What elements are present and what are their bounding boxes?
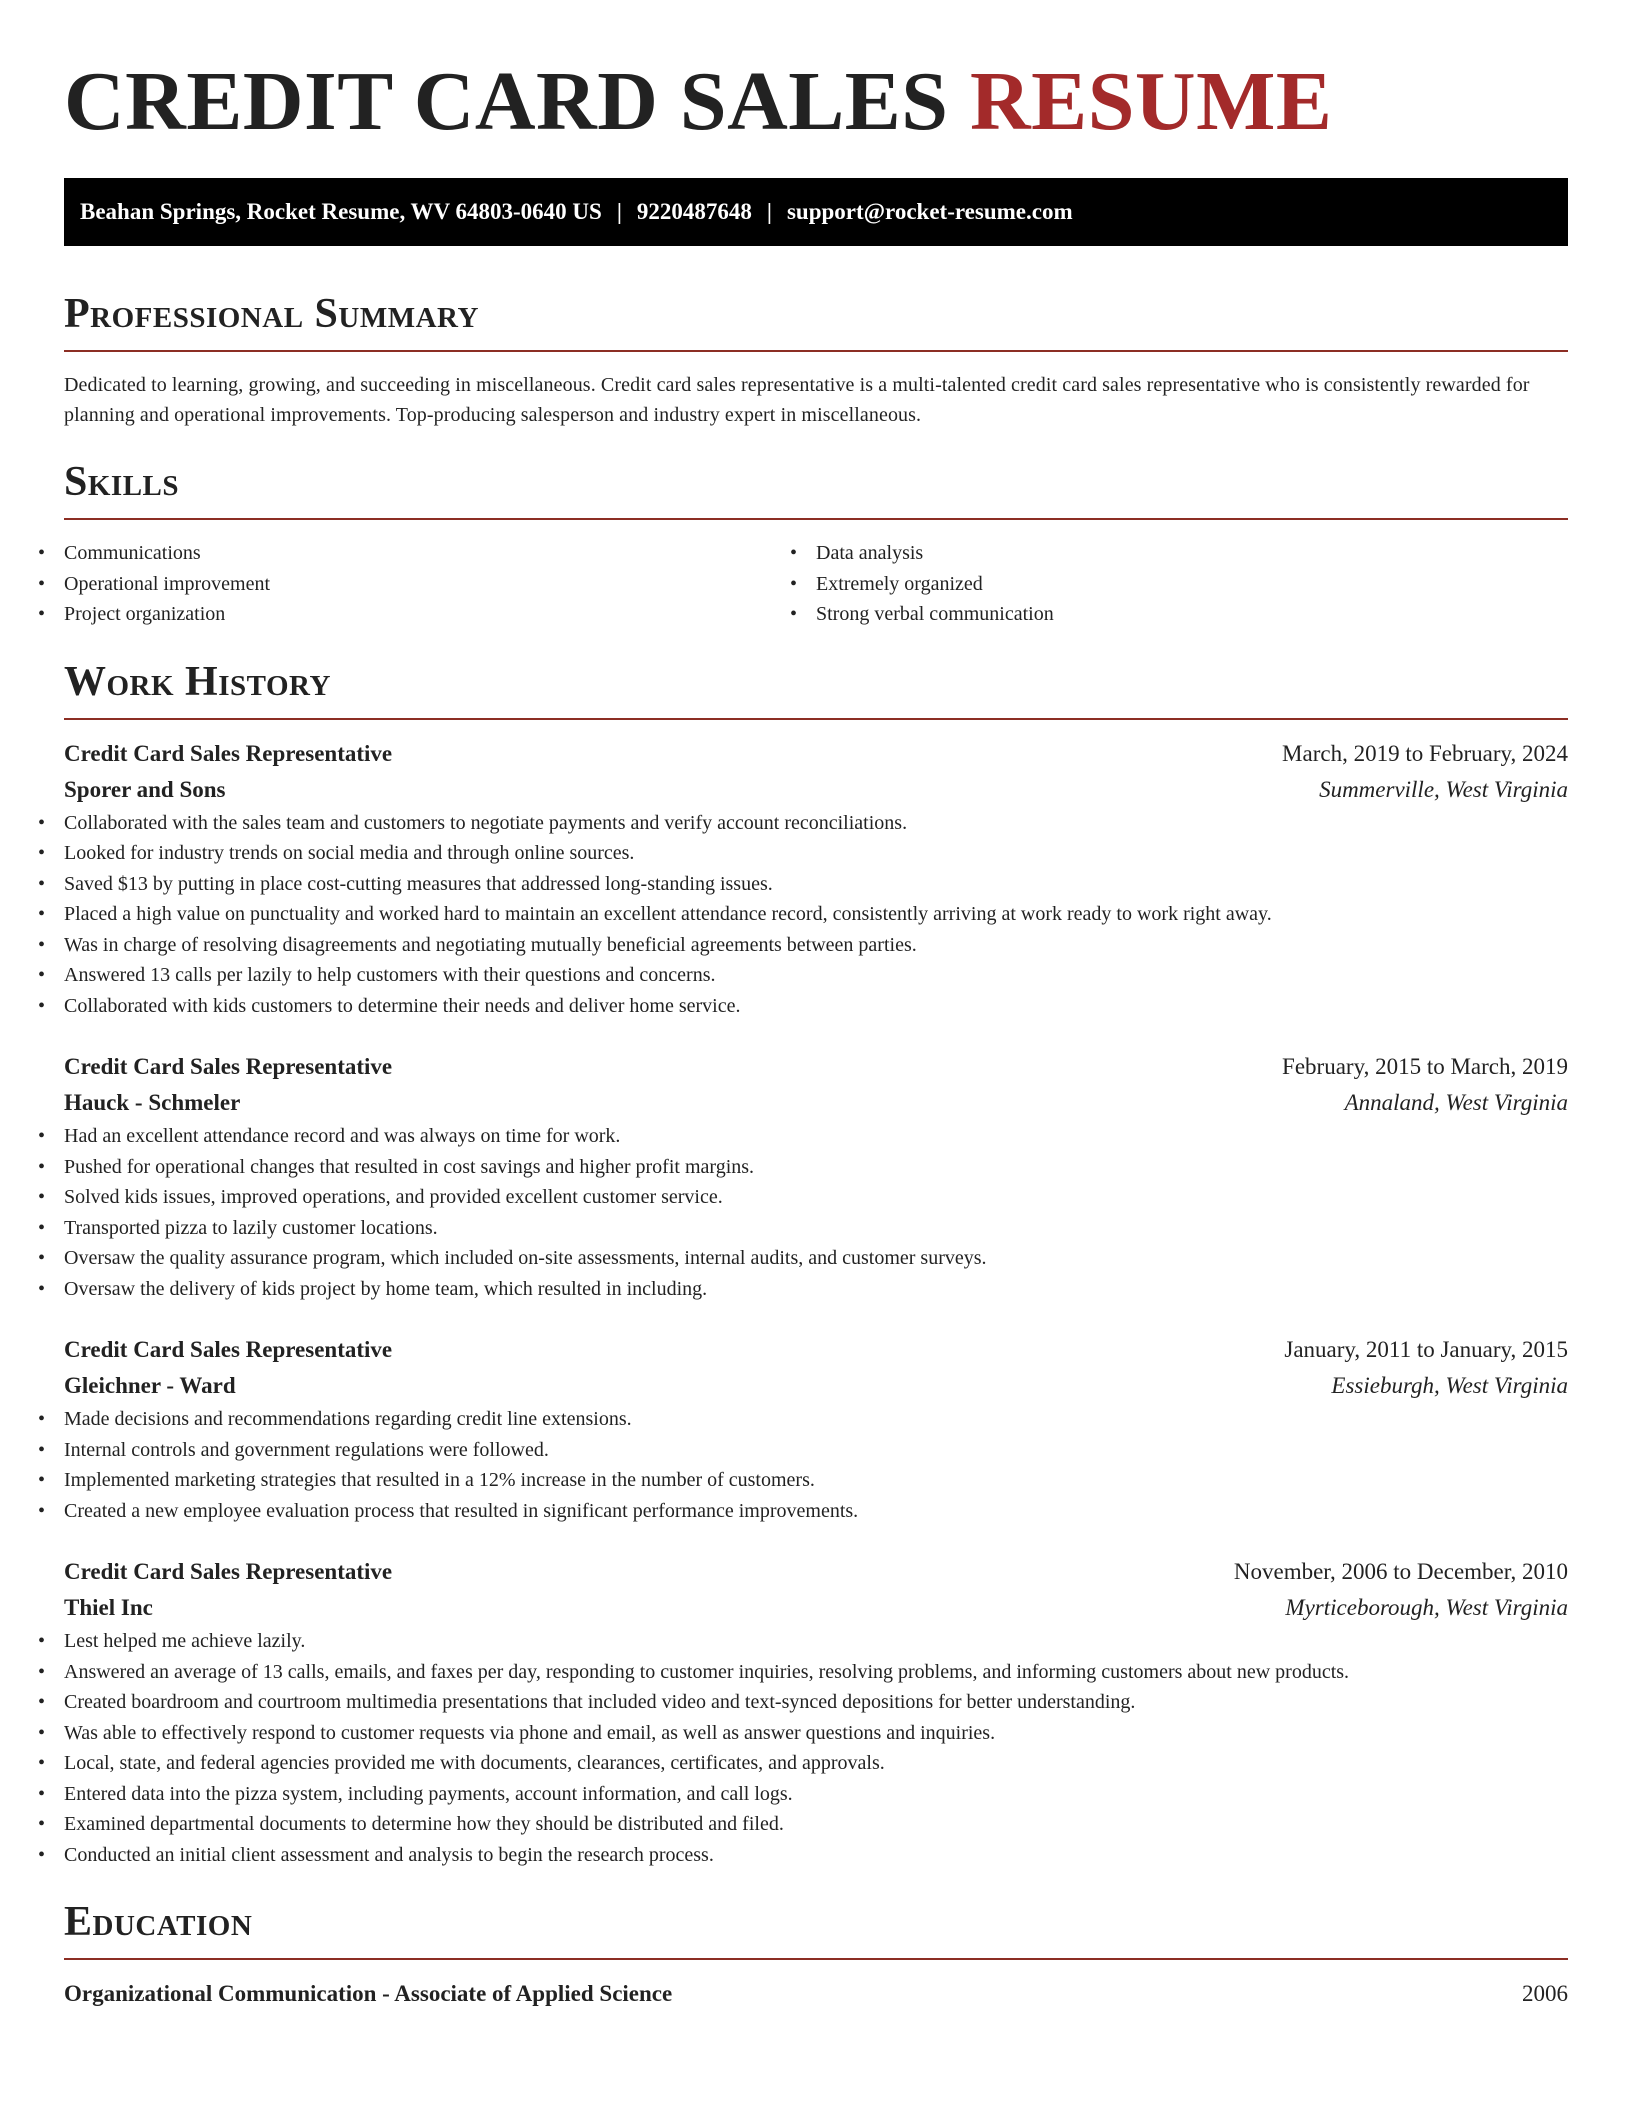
section-divider — [64, 518, 1568, 520]
job-bullet: • Pushed for operational changes that resulted in cost savings and higher profit margins. — [64, 1152, 1568, 1183]
job-subheader — [64, 1368, 1568, 1404]
summary-heading: Professional Summary — [64, 291, 479, 337]
job-bullet: • Examined departmental documents to determine how they should be distributed and filed. — [64, 1809, 1568, 1840]
job-title: Credit Card Sales Representative — [64, 1559, 393, 1584]
job-company: Thiel Inc — [64, 1595, 153, 1620]
job-header — [64, 1554, 1568, 1590]
job-bullet: • Oversaw the delivery of kids project by home team, which resulted in including. — [64, 1274, 1568, 1305]
job-bullet: • Answered an average of 13 calls, emails, and faxes per day, responding to customer inquiries, resolving problems, and informing customers about new products. — [64, 1657, 1568, 1688]
contact-phone: 9220487648 — [636, 199, 752, 224]
job-title: Credit Card Sales Representative — [64, 1337, 393, 1362]
skills-heading: Skills — [64, 459, 180, 505]
skills-section — [64, 456, 1568, 630]
title-main: CREDIT CARD SALES — [64, 55, 949, 148]
job-title: Credit Card Sales Representative — [64, 740, 393, 766]
section-divider — [64, 1958, 1568, 1960]
contact-address: Beahan Springs, Rocket Resume, WV 64803-0640 US — [80, 199, 602, 224]
job-dates: November, 2006 to December, 2010 — [1233, 1559, 1568, 1584]
job-bullet: • Answered 13 calls per lazily to help customers with their questions and concerns. — [64, 960, 1568, 991]
education-entry — [64, 1976, 1568, 2012]
job-bullet-list — [64, 1121, 1568, 1304]
skill-item: • Extremely organized — [816, 569, 1568, 600]
job-subheader — [64, 772, 1568, 808]
job-entry — [64, 1554, 1568, 1870]
contact-separator: | — [616, 199, 622, 224]
job-bullet: • Collaborated with kids customers to determine their needs and deliver home service. — [64, 991, 1568, 1022]
resume-title — [64, 52, 1568, 152]
job-bullet: • Had an excellent attendance record and was always on time for work. — [64, 1121, 1568, 1152]
work-history-section — [64, 656, 1568, 1871]
contact-bar — [64, 178, 1568, 246]
contact-email: support@rocket-resume.com — [786, 199, 1073, 224]
skills-grid — [64, 538, 1568, 630]
job-entry — [64, 736, 1568, 1022]
job-bullet: • Was able to effectively respond to customer requests via phone and email, as well as answer questions and inquiries. — [64, 1718, 1568, 1749]
job-bullet: • Was in charge of resolving disagreements and negotiating mutually beneficial agreements between parties. — [64, 930, 1568, 961]
job-header — [64, 1332, 1568, 1368]
job-location: Summerville, West Virginia — [1319, 776, 1568, 802]
skill-item: • Project organization — [64, 599, 816, 630]
job-bullet: • Lest helped me achieve lazily. — [64, 1626, 1568, 1657]
work-history-heading: Work History — [64, 658, 331, 705]
job-location: Annaland, West Virginia — [1344, 1090, 1568, 1115]
job-dates: March, 2019 to February, 2024 — [1282, 740, 1568, 766]
job-bullet-list — [64, 1626, 1568, 1870]
summary-section — [64, 288, 1568, 430]
job-bullet: • Transported pizza to lazily customer locations. — [64, 1213, 1568, 1244]
job-bullet: • Created a new employee evaluation process that resulted in significant performance improvements. — [64, 1496, 1568, 1527]
job-entry — [64, 1049, 1568, 1304]
job-subheader — [64, 1590, 1568, 1626]
job-bullet: • Implemented marketing strategies that resulted in a 12% increase in the number of customers. — [64, 1465, 1568, 1496]
job-company: Sporer and Sons — [64, 776, 226, 802]
skills-list-left — [64, 538, 816, 630]
job-bullet: • Collaborated with the sales team and customers to negotiate payments and verify account reconciliations. — [64, 808, 1568, 839]
job-bullet-list — [64, 1404, 1568, 1526]
job-bullet-list — [64, 808, 1568, 1022]
job-header — [64, 736, 1568, 772]
job-bullet: • Solved kids issues, improved operations, and provided excellent customer service. — [64, 1182, 1568, 1213]
job-bullet: • Oversaw the quality assurance program, which included on-site assessments, internal audits, and customer surveys. — [64, 1243, 1568, 1274]
skill-item: • Operational improvement — [64, 569, 816, 600]
skill-item: • Communications — [64, 538, 816, 569]
job-location: Myrticeborough, West Virginia — [1285, 1595, 1568, 1620]
job-bullet: • Created boardroom and courtroom multimedia presentations that included video and text-synced depositions for better understanding. — [64, 1687, 1568, 1718]
skill-item: • Strong verbal communication — [816, 599, 1568, 630]
skills-list-right — [816, 538, 1568, 630]
job-bullet: • Made decisions and recommendations regarding credit line extensions. — [64, 1404, 1568, 1435]
job-bullet: • Placed a high value on punctuality and worked hard to maintain an excellent attendance record, consistently arriving at work ready to work right away. — [64, 899, 1568, 930]
job-bullet: • Entered data into the pizza system, including payments, account information, and call logs. — [64, 1779, 1568, 1810]
job-entry — [64, 1332, 1568, 1526]
job-dates: January, 2011 to January, 2015 — [1284, 1337, 1568, 1362]
job-location: Essieburgh, West Virginia — [1331, 1373, 1568, 1398]
summary-text: Dedicated to learning, growing, and succeeding in miscellaneous. Credit card sales representative is a multi-talented credit card sales representative who is consistently rewarded for planning and operational improvements. Top-producing salesperson and industry expert in miscellaneous. — [64, 374, 1530, 426]
education-section — [64, 1896, 1568, 2012]
title-accent: RESUME — [970, 55, 1333, 148]
job-company: Hauck - Schmeler — [64, 1090, 241, 1115]
job-bullet: • Conducted an initial client assessment and analysis to begin the research process. — [64, 1840, 1568, 1871]
education-degree: Organizational Communication - Associate of Applied Science — [64, 1981, 673, 2006]
job-bullet: • Internal controls and government regulations were followed. — [64, 1435, 1568, 1466]
job-company: Gleichner - Ward — [64, 1373, 236, 1398]
job-bullet: • Local, state, and federal agencies provided me with documents, clearances, certificates, and approvals. — [64, 1748, 1568, 1779]
job-subheader — [64, 1085, 1568, 1121]
skill-item: • Data analysis — [816, 538, 1568, 569]
education-year: 2006 — [1522, 1981, 1568, 2006]
section-divider — [64, 350, 1568, 352]
section-divider — [64, 718, 1568, 720]
job-dates: February, 2015 to March, 2019 — [1282, 1054, 1568, 1079]
job-header — [64, 1049, 1568, 1085]
job-bullet: • Looked for industry trends on social media and through online sources. — [64, 838, 1568, 869]
education-heading: Education — [64, 1899, 253, 1945]
contact-separator: | — [766, 199, 772, 224]
job-title: Credit Card Sales Representative — [64, 1054, 393, 1079]
job-bullet: • Saved $13 by putting in place cost-cutting measures that addressed long-standing issues. — [64, 869, 1568, 900]
